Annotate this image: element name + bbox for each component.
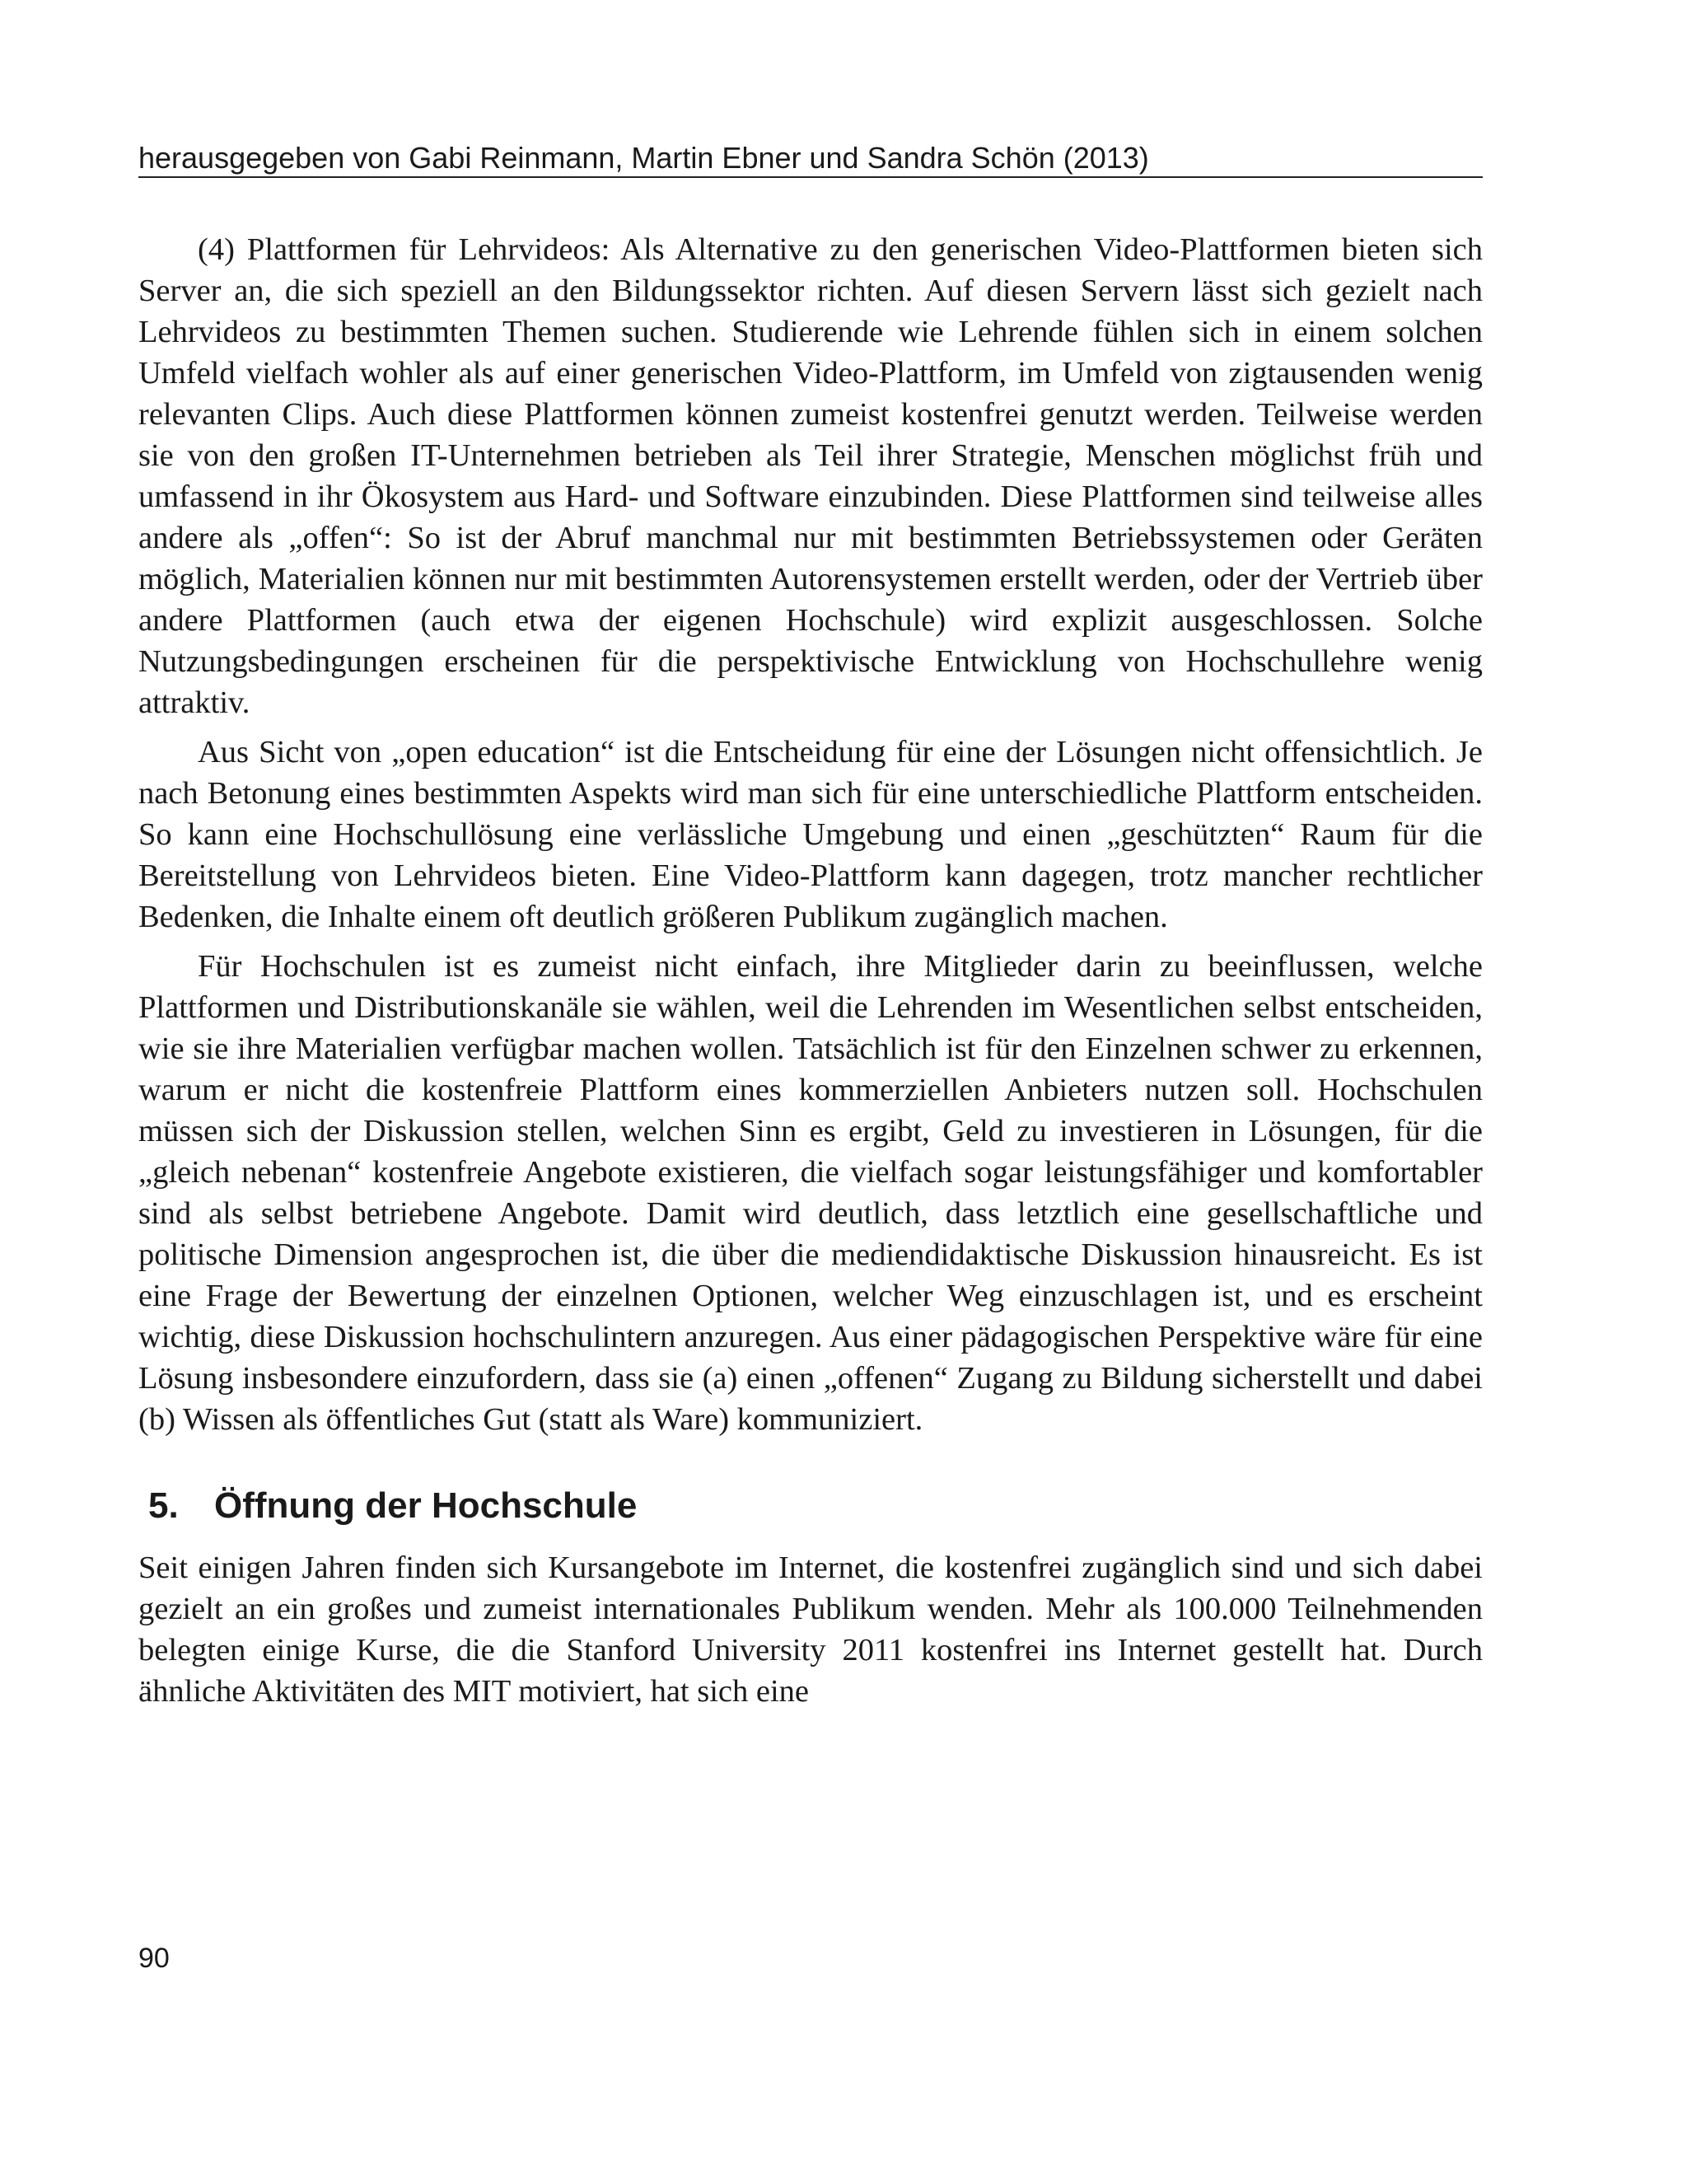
running-header: herausgegeben von Gabi Reinmann, Martin Ebner und Sandra Schön (2013) bbox=[138, 141, 1149, 175]
section-heading bbox=[138, 1483, 1483, 1529]
section-number: 5. bbox=[148, 1485, 179, 1526]
paragraph-hochschulen: Für Hochschulen ist es zumeist nicht einfach, ihre Mitglieder darin zu beeinflussen, welche Plattformen und Distributionskanäle sie wählen, weil die Lehrenden im Wesentlichen selbst entscheiden, wie sie ihre Materialien verfügbar machen wollen. Tatsächlich ist für den Einzelnen schwer zu erkennen, warum er nicht die kostenfreie Plattform eines kommerziellen Anbieters nutzen soll. Hochschulen müssen sich der Diskussion stellen, welchen Sinn es ergibt, Geld zu investieren in Lösungen, für die „gleich nebenan“ kostenfreie Angebote existieren, die vielfach sogar leistungsfähiger und komfortabler sind als selbst betriebene Angebote. Damit wird deutlich, dass letztlich eine gesellschaftliche und politische Dimension angesprochen ist, die über die mediendidaktische Diskussion hinausreicht. Es ist eine Frage der Bewertung der einzelnen Optionen, welcher Weg einzuschlagen ist, und es erscheint wichtig, diese Diskussion hochschulintern anzuregen. Aus einer pädagogischen Perspektive wäre für eine Lösung insbesondere einzufordern, dass sie (a) einen „offenen“ Zugang zu Bildung sicherstellt und dabei (b) Wissen als öffentliches Gut (statt als Ware) kommuniziert. bbox=[138, 949, 1483, 1437]
paragraph-section-intro: Seit einigen Jahren finden sich Kursangebote im Internet, die kostenfrei zugänglich sind und sich dabei gezielt an ein großes und zumeist internationales Publikum wenden. Mehr als 100.000 Teilnehmenden belegten einige Kurse, die die Stanford University 2011 kostenfrei ins Internet gestellt hat. Durch ähnliche Aktivitäten des MIT motiviert, hat sich eine bbox=[138, 1550, 1483, 1709]
paragraph-open-education: Aus Sicht von „open education“ ist die Entscheidung für eine der Lösungen nicht offensichtlich. Je nach Betonung eines bestimmten Aspekts wird man sich für eine unterschiedliche Plattform entscheiden. So kann eine Hochschullösung eine verlässliche Umgebung und einen „geschützten“ Raum für die Bereitstellung von Lehrvideos bieten. Eine Video-Plattform kann dagegen, trotz mancher rechtlicher Bedenken, die Inhalte einem oft deutlich größeren Publikum zugänglich machen. bbox=[138, 735, 1483, 934]
body-text bbox=[138, 229, 1483, 1720]
section-title: Öffnung der Hochschule bbox=[214, 1485, 638, 1526]
header-rule bbox=[138, 176, 1483, 178]
page-number: 90 bbox=[138, 1943, 170, 1974]
paragraph-lehrvideo-plattformen: (4) Plattformen für Lehrvideos: Als Alternative zu den generischen Video-Plattformen bieten sich Server an, die sich speziell an den Bildungssektor richten. Auf diesen Servern lässt sich gezielt nach Lehrvideos zu bestimmten Themen suchen. Studierende wie Lehrende fühlen sich in einem solchen Umfeld vielfach wohler als auf einer generischen Video-Plattform, im Umfeld von zigtausenden wenig relevanten Clips. Auch diese Plattformen können zumeist kostenfrei genutzt werden. Teilweise werden sie von den großen IT-Unternehmen betrieben als Teil ihrer Strategie, Menschen möglichst früh und umfassend in ihr Ökosystem aus Hard- und Software einzubinden. Diese Plattformen sind teilweise alles andere als „offen“: So ist der Abruf manchmal nur mit bestimmten Betriebssystemen oder Geräten möglich, Materialien können nur mit bestimmten Autorensystemen erstellt werden, oder der Vertrieb über andere Plattformen (auch etwa der eigenen Hochschule) wird explizit ausgeschlossen. Solche Nutzungsbedingungen erscheinen für die perspektivische Entwicklung von Hochschullehre wenig attraktiv. bbox=[138, 232, 1483, 720]
